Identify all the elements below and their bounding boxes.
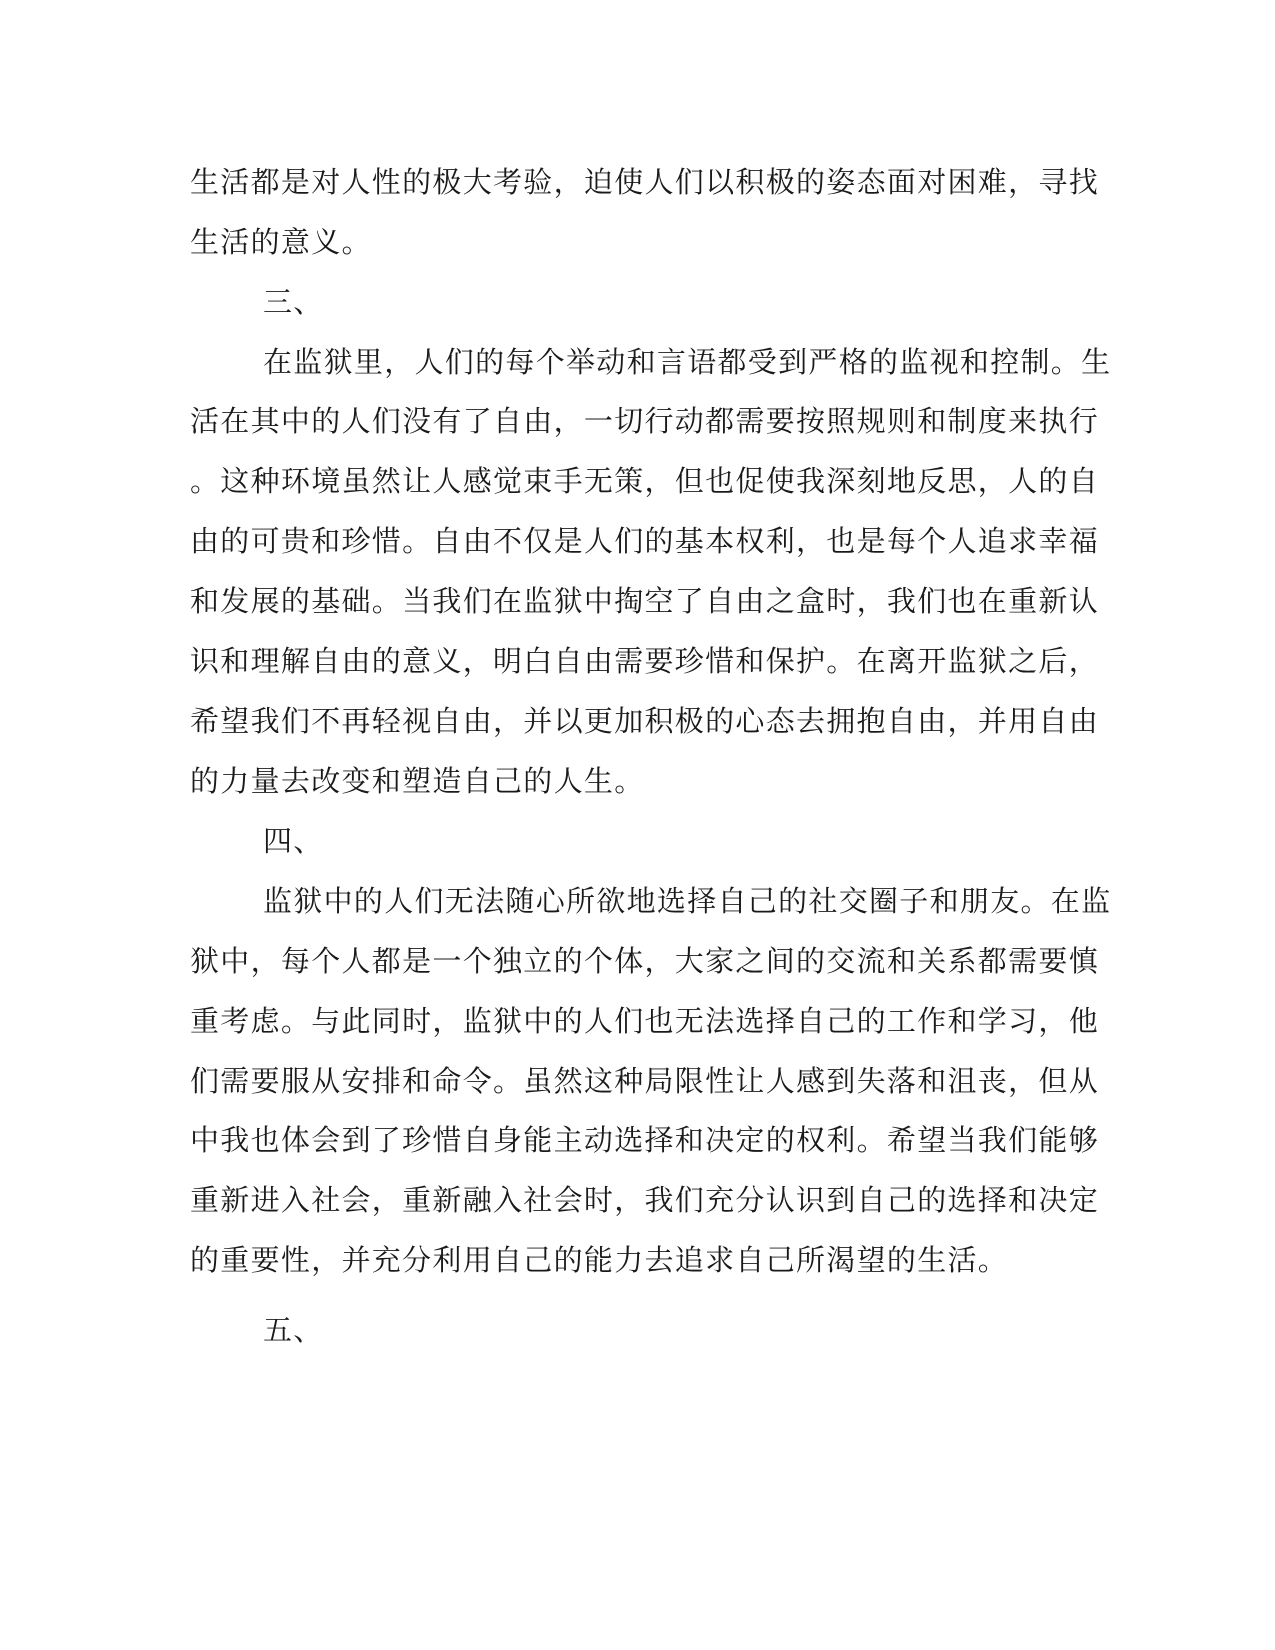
section-heading-5: 五、	[263, 1313, 324, 1347]
paragraph-line: 。这种环境虽然让人感觉束手无策，但也促使我深刻地反思，人的自	[190, 464, 1100, 498]
paragraph-line: 生活的意义。	[190, 225, 372, 259]
paragraph-line: 的重要性，并充分利用自己的能力去追求自己所渴望的生活。	[190, 1243, 1009, 1277]
paragraph-line: 重考虑。与此同时，监狱中的人们也无法选择自己的工作和学习，他	[190, 1004, 1100, 1038]
paragraph-line: 中我也体会到了珍惜自身能主动选择和决定的权利。希望当我们能够	[190, 1123, 1100, 1157]
paragraph-line: 在监狱里，人们的每个举动和言语都受到严格的监视和控制。生	[263, 345, 1112, 379]
paragraph-line: 生活都是对人性的极大考验，迫使人们以积极的姿态面对困难，寻找	[190, 165, 1100, 199]
paragraph-line: 的力量去改变和塑造自己的人生。	[190, 764, 645, 798]
paragraph-line: 由的可贵和珍惜。自由不仅是人们的基本权利，也是每个人追求幸福	[190, 524, 1100, 558]
paragraph-line: 们需要服从安排和命令。虽然这种局限性让人感到失落和沮丧，但从	[190, 1064, 1100, 1098]
paragraph-line: 监狱中的人们无法随心所欲地选择自己的社交圈子和朋友。在监	[263, 884, 1112, 918]
section-heading-3: 三、	[263, 285, 324, 319]
section-heading-4: 四、	[263, 824, 324, 858]
paragraph-line: 希望我们不再轻视自由，并以更加积极的心态去拥抱自由，并用自由	[190, 704, 1100, 738]
paragraph-line: 识和理解自由的意义，明白自由需要珍惜和保护。在离开监狱之后，	[190, 644, 1100, 678]
paragraph-line: 和发展的基础。当我们在监狱中掏空了自由之盒时，我们也在重新认	[190, 584, 1100, 618]
paragraph-line: 重新进入社会，重新融入社会时，我们充分认识到自己的选择和决定	[190, 1183, 1100, 1217]
paragraph-line: 活在其中的人们没有了自由，一切行动都需要按照规则和制度来执行	[190, 404, 1100, 438]
paragraph-line: 狱中，每个人都是一个独立的个体，大家之间的交流和关系都需要慎	[190, 944, 1100, 978]
